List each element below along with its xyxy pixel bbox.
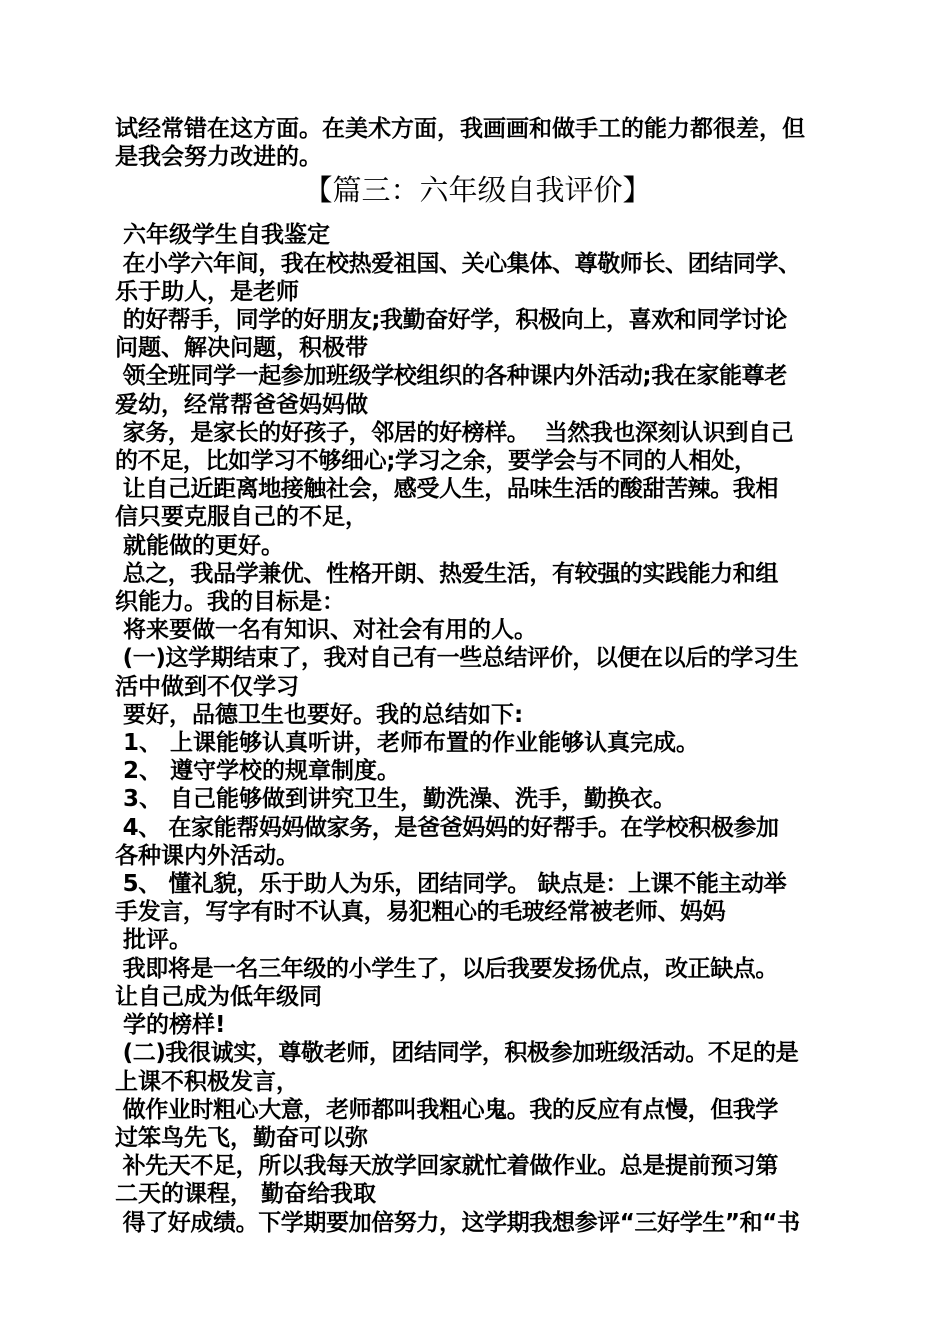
text-line: 将来要做一名有知识、对社会有用的人。 (115, 617, 538, 644)
text-line: 信只要克服自己的不足， (115, 504, 368, 531)
text-line: (一)这学期结束了，我对自己有一些总结评价，以便在以后的学习生 (115, 645, 799, 672)
text-line: 二天的课程， 勤奋给我取 (115, 1181, 377, 1208)
text-line: 让自己成为低年级同 (115, 983, 322, 1010)
text-line: 我即将是一名三年级的小学生了，以后我要发扬优点，改正缺点。 (115, 955, 779, 982)
text-line: 批评。 (115, 927, 193, 954)
text-line: 各种课内外活动。 (115, 842, 299, 869)
text-line: 总之，我品学兼优、性格开朗、热爱生活，有较强的实践能力和组 (115, 560, 779, 587)
list-item: 4、 在家能帮妈妈做家务，是爸爸妈妈的好帮手。在学校积极参加 (115, 814, 779, 841)
text-line: 上课不积极发言， (115, 1068, 299, 1095)
text-line: 问题、解决问题，积极带 (115, 335, 368, 362)
subsection-title: 六年级学生自我鉴定 (115, 222, 331, 249)
section-heading: 【篇三：六年级自我评价】 (303, 173, 652, 208)
text-line: 在小学六年间，我在校热爱祖国、关心集体、尊敬师长、团结同学、 (115, 250, 801, 277)
document-page (115, 115, 840, 1237)
text-line: 手发言，写字有时不认真，易犯粗心的毛玻经常被老师、妈妈 (115, 899, 726, 926)
text-line: 爱幼，经常帮爸爸妈妈做 (115, 391, 368, 418)
text-line: 得了好成绩。下学期要加倍努力，这学期我想参评“三好学生”和“书 (115, 1209, 800, 1236)
list-item: 5、 懂礼貌，乐于助人为乐，团结同学。 缺点是：上课不能主动举 (115, 871, 787, 898)
text-line: 的好帮手，同学的好朋友;我勤奋好学，积极向上，喜欢和同学讨论 (115, 307, 787, 334)
text-line: (二)我很诚实，尊敬老师，团结同学，积极参加班级活动。不足的是 (115, 1040, 799, 1067)
text-line: 补先天不足，所以我每天放学回家就忙着做作业。总是提前预习第 (115, 1153, 779, 1180)
text-line: 的不足，比如学习不够细心;学习之余，要学会与不同的人相处， (115, 448, 757, 475)
list-item: 1、 上课能够认真听讲，老师布置的作业能够认真完成。 (115, 730, 700, 757)
list-item: 3、 自己能够做到讲究卫生，勤洗澡、洗手，勤换衣。 (115, 786, 677, 813)
text-line: 试经常错在这方面。在美术方面，我画画和做手工的能力都很差，但 (115, 116, 805, 142)
text-line: 领全班同学一起参加班级学校组织的各种课内外活动;我在家能尊老 (115, 363, 787, 390)
text-line: 家务，是家长的好孩子，邻居的好榜样。 当然我也深刻认识到自己 (115, 419, 794, 446)
text-line: 乐于助人，是老师 (115, 278, 299, 305)
text-line: 织能力。我的目标是： (115, 589, 345, 616)
text-line: 活中做到不仅学习 (115, 673, 299, 700)
text-line: 让自己近距离地接触社会，感受人生，品味生活的酸甜苦辣。我相 (115, 476, 779, 503)
text-line: 要好，品德卫生也要好。我的总结如下: (115, 701, 524, 728)
text-line: 就能做的更好。 (115, 532, 285, 559)
text-line: 是我会努力改进的。 (115, 144, 322, 171)
text-line: 过笨鸟先飞，勤奋可以弥 (115, 1124, 368, 1151)
list-item: 2、 遵守学校的规章制度。 (115, 758, 401, 785)
text-line: 做作业时粗心大意，老师都叫我粗心鬼。我的反应有点慢，但我学 (115, 1096, 779, 1123)
text-line: 学的榜样! (115, 1012, 226, 1039)
